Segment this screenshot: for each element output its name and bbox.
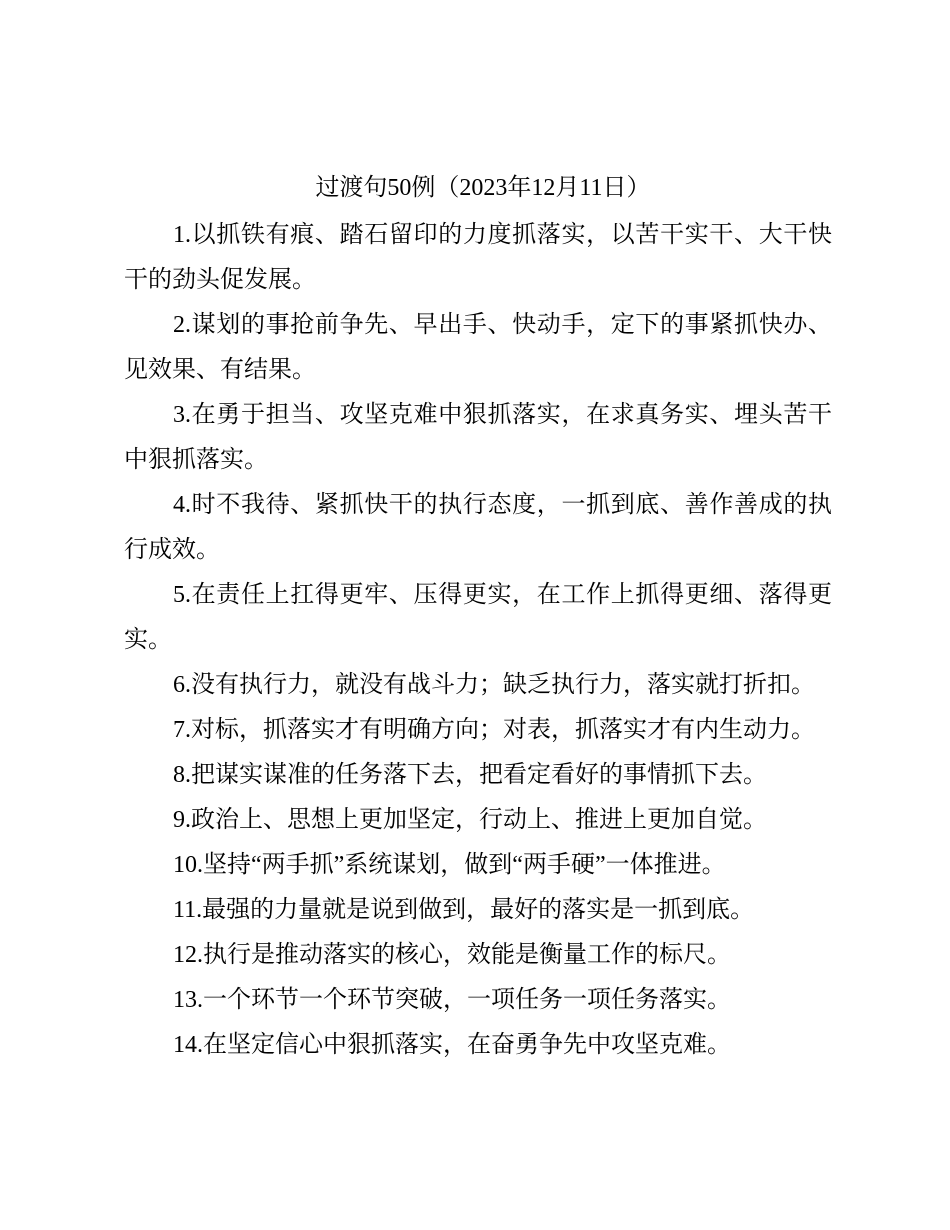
paragraph-3: 3.在勇于担当、攻坚克难中狠抓落实，在求真务实、埋头苦干中狠抓落实。 [124, 402, 832, 473]
paragraph-13: 13.一个环节一个环节突破，一项任务一项任务落实。 [173, 987, 731, 1013]
paragraph-8: 8.把谋实谋准的任务落下去，把看定看好的事情抓下去。 [173, 762, 767, 788]
paragraph-1: 1.以抓铁有痕、踏石留印的力度抓落实，以苦干实干、大干快干的劲头促发展。 [124, 222, 832, 293]
paragraph-7: 7.对标，抓落实才有明确方向；对表，抓落实才有内生动力。 [173, 717, 815, 743]
paragraph-5: 5.在责任上扛得更牢、压得更实，在工作上抓得更细、落得更实。 [124, 582, 832, 653]
paragraph-10: 10.坚持“两手抓”系统谋划，做到“两手硬”一体推进。 [173, 852, 726, 878]
paragraph-6: 6.没有执行力，就没有战斗力；缺乏执行力，落实就打折扣。 [173, 672, 815, 698]
document-page [124, 168, 832, 1068]
paragraph-12: 12.执行是推动落实的核心，效能是衡量工作的标尺。 [173, 942, 731, 968]
paragraph-9: 9.政治上、思想上更加坚定，行动上、推进上更加自觉。 [173, 807, 767, 833]
paragraph-11: 11.最强的力量就是说到做到，最好的落实是一抓到底。 [173, 897, 755, 923]
document-title: 过渡句50例（2023年12月11日） [315, 175, 651, 201]
paragraph-2: 2.谋划的事抢前争先、早出手、快动手，定下的事紧抓快办、见效果、有结果。 [124, 312, 832, 383]
paragraph-14: 14.在坚定信心中狠抓落实，在奋勇争先中攻坚克难。 [173, 1032, 731, 1058]
paragraph-4: 4.时不我待、紧抓快干的执行态度，一抓到底、善作善成的执行成效。 [124, 492, 832, 563]
